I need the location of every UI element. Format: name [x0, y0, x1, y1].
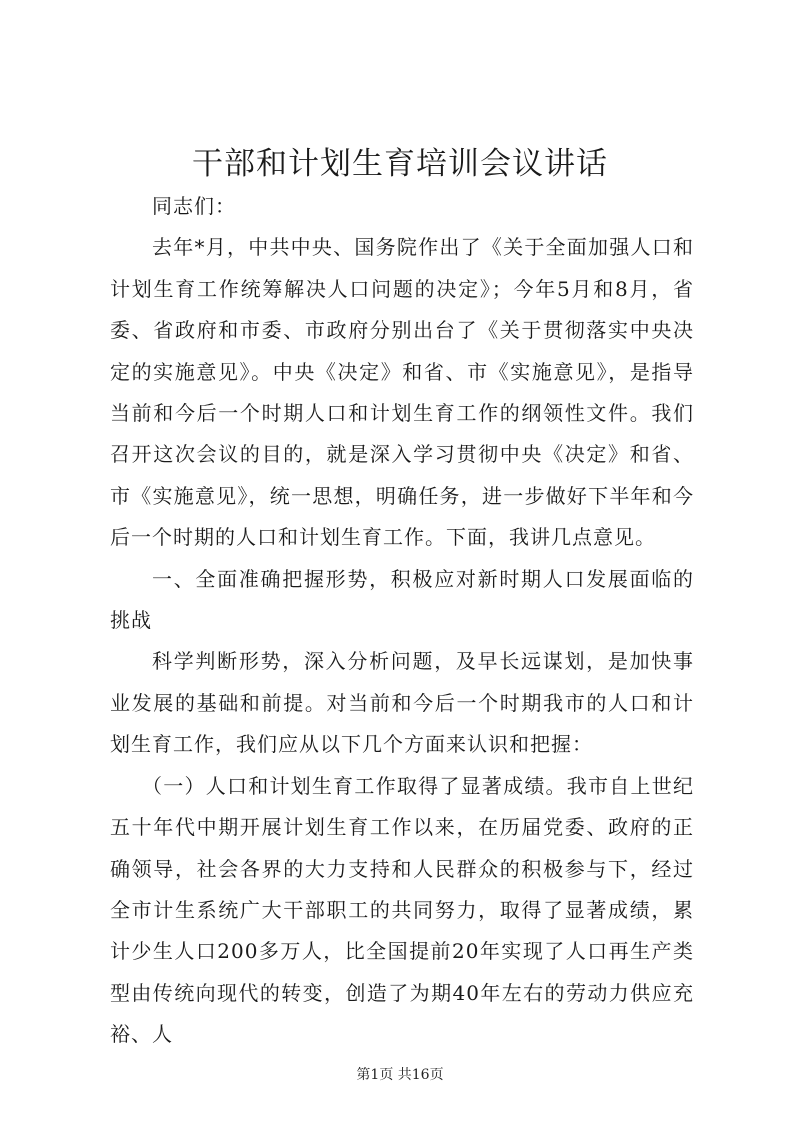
- document-title: 干部和计划生育培训会议讲话: [192, 146, 608, 182]
- subsection-paragraph: （一）人口和计划生育工作取得了显著成绩。我市自上世纪五十年代中期开展计划生育工作以来，在历届党委、政府的正确领导，社会各界的大力支持和人民群众的积极参与下，经过全市计生系统广大干部职工的共同努力，取得了显著成绩，累计少生人口200多万人，比全国提前20年实现了人口再生产类型由传统向现代的转变，创造了为期40年左右的劳动力供应充裕、人: [110, 773, 694, 1047]
- intro-paragraph: 去年*月，中共中央、国务院作出了《关于全面加强人口和计划生育工作统筹解决人口问题的决定》；今年5月和8月，省委、省政府和市委、市政府分别出台了《关于贯彻落实中央决定的实施意见》。中央《决定》和省、市《实施意见》，是指导当前和今后一个时期人口和计划生育工作的纲领性文件。我们召开这次会议的目的，就是深入学习贯彻中央《决定》和省、市《实施意见》，统一思想，明确任务，进一步做好下半年和今后一个时期的人口和计划生育工作。下面，我讲几点意见。: [110, 235, 694, 550]
- page-number-footer: 第1页 共16页: [356, 1067, 444, 1083]
- salutation-paragraph: 同志们：: [152, 194, 236, 218]
- document-body: [110, 186, 694, 1056]
- section-heading: 一、全面准确把握形势，积极应对新时期人口发展面临的挑战: [110, 566, 694, 633]
- body-paragraph: 科学判断形势，深入分析问题，及早长远谋划，是加快事业发展的基础和前提。对当前和今后一个时期我市的人口和计划生育工作，我们应从以下几个方面来认识和把握：: [110, 649, 694, 757]
